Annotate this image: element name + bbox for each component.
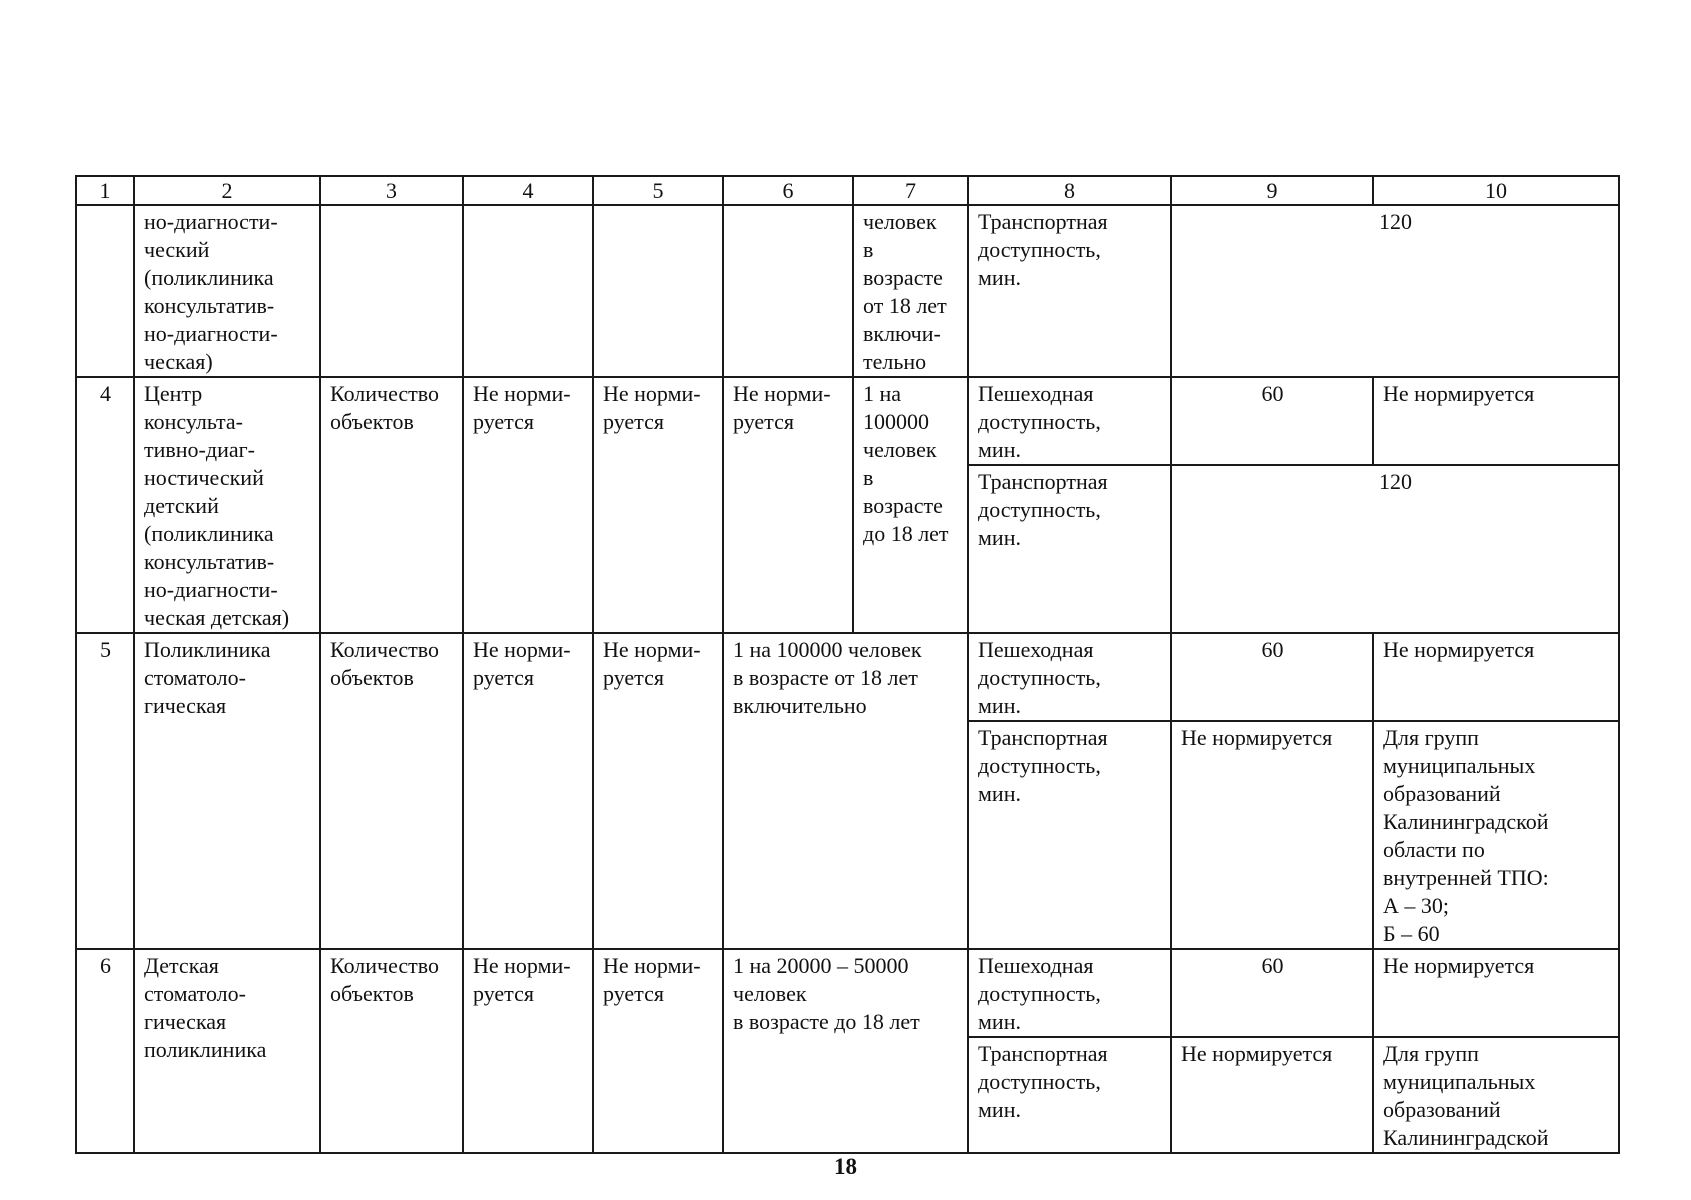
row-5-facility-name: Поликлиника стоматоло- гическая [134, 633, 320, 949]
row-6-walking-access-value: 60 [1171, 949, 1373, 1037]
cont-transport-access-label: Транспортная доступность, мин. [968, 205, 1171, 377]
row-4-number: 4 [76, 377, 134, 633]
header-cell-10: 10 [1373, 176, 1619, 205]
row-6-facility-name: Детская стоматоло- гическая поликлиника [134, 949, 320, 1153]
header-cell-1: 1 [76, 176, 134, 205]
row-6-indicator: Количество объектов [320, 949, 463, 1153]
row-5-number: 5 [76, 633, 134, 949]
row-4-walking [76, 377, 1619, 465]
row-4-col-4: Не норми- руется [463, 377, 593, 633]
row-4-transport-access-value: 120 [1171, 465, 1619, 633]
row-4-transport-access-label: Транспортная доступность, мин. [968, 465, 1171, 633]
row-6-walking [76, 949, 1619, 1037]
row-4-walking-access-value: 60 [1171, 377, 1373, 465]
row-5-transport-access-value: Не нормируется [1171, 721, 1373, 949]
row-5-capacity: 1 на 100000 человек в возрасте от 18 лет включительно [723, 633, 968, 949]
cont-capacity: человек в возрасте от 18 лет включи- тельно [853, 205, 968, 377]
cont-facility-name: но-диагности- ческий (поликлиника консультатив- но-диагности- ческая) [134, 205, 320, 377]
row-6-col-4: Не норми- руется [463, 949, 593, 1153]
row-6-transport-access-value: Не нормируется [1171, 1037, 1373, 1153]
row-5-walking [76, 633, 1619, 721]
row-5-walking-access-value: 60 [1171, 633, 1373, 721]
header-cell-3: 3 [320, 176, 463, 205]
header-cell-2: 2 [134, 176, 320, 205]
cont-cell-4 [463, 205, 593, 377]
row-6-capacity: 1 на 20000 – 50000 человек в возрасте до 18 лет [723, 949, 968, 1153]
header-cell-7: 7 [853, 176, 968, 205]
cont-number-cell [76, 205, 134, 377]
header-cell-6: 6 [723, 176, 853, 205]
row-5-col-4: Не норми- руется [463, 633, 593, 949]
row-5-walking-access-note: Не нормируется [1373, 633, 1619, 721]
row-4-walking-access-label: Пешеходная доступность, мин. [968, 377, 1171, 465]
row-5-transport-access-label: Транспортная доступность, мин. [968, 721, 1171, 949]
row-4-walking-access-note: Не нормируется [1373, 377, 1619, 465]
row-5-walking-access-label: Пешеходная доступность, мин. [968, 633, 1171, 721]
row-4-facility-name: Центр консульта- тивно-диаг- ностический детский (поликлиника консультатив- но-диагности- ческая детская) [134, 377, 320, 633]
header-cell-4: 4 [463, 176, 593, 205]
row-5-transport-access-note: Для групп муниципальных образований Калининградской области по внутренней ТПО: А – 30; Б – 60 [1373, 721, 1619, 949]
header-cell-9: 9 [1171, 176, 1373, 205]
row-4-col-6: Не норми- руется [723, 377, 853, 633]
row-4-indicator: Количество объектов [320, 377, 463, 633]
row-5-col-5: Не норми- руется [593, 633, 723, 949]
cont-cell-5 [593, 205, 723, 377]
row-6-number: 6 [76, 949, 134, 1153]
cont-cell-3 [320, 205, 463, 377]
page-number: 18 [834, 1154, 857, 1179]
row-6-transport-access-label: Транспортная доступность, мин. [968, 1037, 1171, 1153]
cont-transport-access-value: 120 [1171, 205, 1619, 377]
header-cell-5: 5 [593, 176, 723, 205]
standards-table [75, 175, 1620, 1154]
row-6-walking-access-note: Не нормируется [1373, 949, 1619, 1037]
row-4-col-5: Не норми- руется [593, 377, 723, 633]
row-5-indicator: Количество объектов [320, 633, 463, 949]
row-6-col-5: Не норми- руется [593, 949, 723, 1153]
row-4-capacity: 1 на 100000 человек в возрасте до 18 лет [853, 377, 968, 633]
header-row [76, 176, 1619, 205]
row-6-walking-access-label: Пешеходная доступность, мин. [968, 949, 1171, 1037]
row-6-transport-access-note: Для групп муниципальных образований Калининградской [1373, 1037, 1619, 1153]
continuation-row [76, 205, 1619, 377]
cont-cell-6 [723, 205, 853, 377]
header-cell-8: 8 [968, 176, 1171, 205]
